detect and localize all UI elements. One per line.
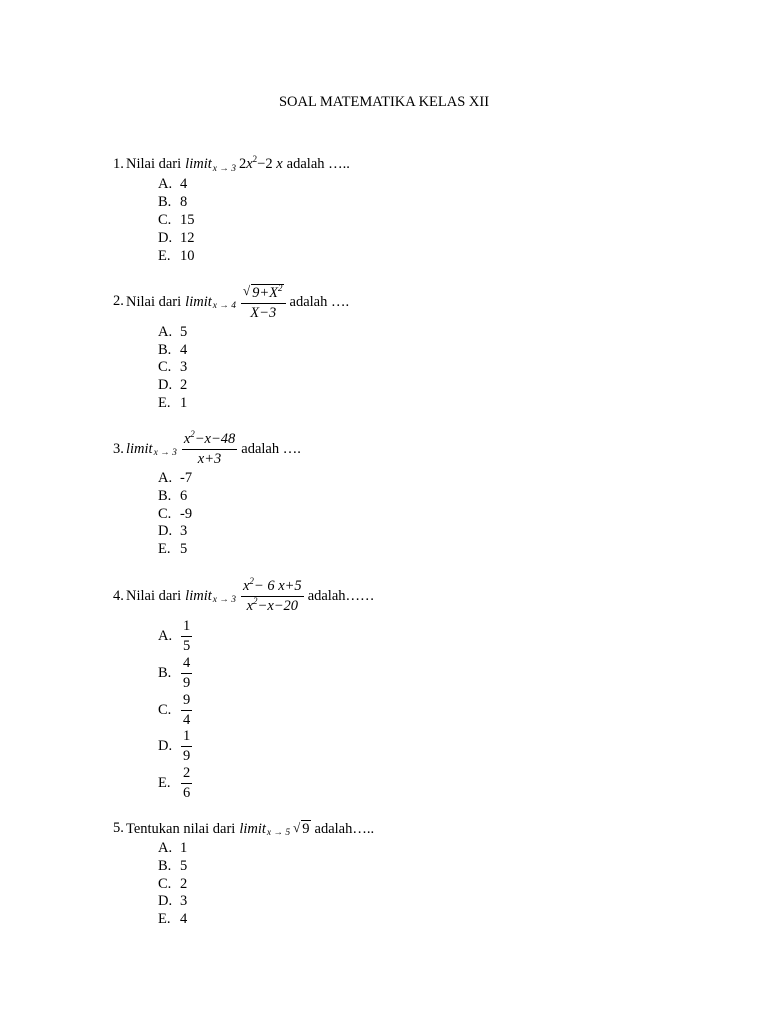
limit-word: limit bbox=[185, 293, 212, 310]
option-fraction bbox=[181, 728, 192, 764]
option-denominator: 9 bbox=[183, 747, 191, 764]
option-5b bbox=[158, 858, 187, 875]
option-label: B. bbox=[158, 194, 172, 210]
limit-variable: x bbox=[212, 163, 217, 174]
question-prefix: Tentukan nilai dari bbox=[126, 820, 236, 837]
option-label: B. bbox=[158, 342, 172, 358]
option-4b bbox=[158, 655, 192, 691]
numerator-var: x bbox=[183, 431, 191, 447]
option-label: D. bbox=[158, 230, 173, 246]
option-value: 3 bbox=[180, 893, 188, 909]
question-suffix: adalah …. bbox=[241, 440, 301, 457]
option-value: 1 bbox=[180, 840, 188, 856]
option-label: D. bbox=[158, 523, 173, 539]
fraction bbox=[241, 283, 286, 321]
question-suffix: adalah….. bbox=[314, 820, 375, 837]
limit-arrow: → bbox=[219, 595, 229, 606]
option-label: A. bbox=[158, 176, 173, 192]
option-3e bbox=[158, 541, 187, 558]
question-prefix: Nilai dari bbox=[126, 587, 182, 604]
option-numerator: 9 bbox=[181, 692, 192, 711]
sqrt-body bbox=[251, 284, 283, 302]
option-label: A. bbox=[158, 840, 173, 856]
option-value: 3 bbox=[180, 523, 188, 539]
radicand: 9+X bbox=[252, 285, 279, 301]
option-value: 12 bbox=[180, 230, 195, 246]
question-number: 4. bbox=[113, 588, 124, 604]
option-3d bbox=[158, 523, 187, 540]
option-5a bbox=[158, 840, 187, 857]
limit-word: limit bbox=[126, 440, 153, 457]
option-fraction bbox=[181, 655, 192, 691]
option-5d bbox=[158, 893, 187, 910]
limit-value: 3 bbox=[231, 163, 236, 174]
question-number: 5. bbox=[113, 820, 124, 836]
sqrt-icon: √ bbox=[242, 283, 251, 298]
option-label: C. bbox=[158, 212, 172, 228]
option-label: C. bbox=[158, 506, 172, 522]
option-denominator: 9 bbox=[183, 674, 191, 691]
option-3c bbox=[158, 506, 192, 523]
sqrt bbox=[243, 284, 284, 302]
option-fraction bbox=[181, 618, 192, 654]
expression bbox=[239, 156, 283, 173]
option-label: D. bbox=[158, 737, 173, 754]
limit-arrow: → bbox=[219, 301, 229, 312]
option-2b bbox=[158, 342, 187, 359]
limit-variable: x bbox=[212, 595, 217, 606]
question-text bbox=[126, 578, 375, 614]
expr-var2: x bbox=[276, 156, 283, 172]
fraction-denominator: x+3 bbox=[197, 450, 222, 467]
page-title: SOAL MATEMATIKA KELAS XII bbox=[278, 94, 490, 110]
option-denominator: 5 bbox=[183, 637, 191, 654]
numerator-rest: − 6 x+5 bbox=[253, 578, 302, 594]
limit-word: limit bbox=[185, 587, 212, 604]
option-fraction bbox=[181, 692, 192, 728]
option-label: B. bbox=[158, 858, 172, 874]
option-value: 10 bbox=[180, 248, 195, 264]
option-denominator: 6 bbox=[183, 784, 191, 801]
option-1d bbox=[158, 230, 195, 247]
option-value: 3 bbox=[180, 359, 188, 375]
option-value: 4 bbox=[180, 911, 188, 927]
sqrt-icon: √ bbox=[293, 820, 301, 835]
option-4a bbox=[158, 618, 192, 654]
option-label: E. bbox=[158, 395, 171, 411]
limit-subscript bbox=[213, 595, 236, 605]
denominator-exponent: 2 bbox=[253, 595, 258, 606]
question-suffix: adalah ….. bbox=[286, 156, 350, 172]
question-number: 2. bbox=[113, 293, 124, 309]
option-value: 8 bbox=[180, 194, 188, 210]
limit-variable: x bbox=[153, 448, 158, 459]
question-number: 1. bbox=[113, 156, 124, 172]
limit-subscript bbox=[213, 164, 236, 174]
option-3b bbox=[158, 488, 187, 505]
option-label: D. bbox=[158, 377, 173, 393]
expr-minus: − bbox=[257, 156, 266, 172]
limit-arrow: → bbox=[219, 163, 229, 174]
fraction-numerator bbox=[241, 578, 304, 597]
limit-subscript bbox=[267, 828, 290, 838]
option-label: E. bbox=[158, 541, 171, 557]
fraction-numerator bbox=[241, 283, 286, 304]
option-numerator: 1 bbox=[181, 618, 192, 637]
numerator-exponent: 2 bbox=[190, 429, 195, 439]
option-2d bbox=[158, 377, 187, 394]
fraction-numerator bbox=[182, 431, 237, 450]
limit-variable: x bbox=[212, 301, 217, 312]
radicand-exponent: 2 bbox=[278, 283, 283, 293]
option-fraction bbox=[181, 765, 192, 801]
expr-coef: 2 bbox=[238, 156, 247, 172]
fraction bbox=[182, 431, 237, 467]
option-4c bbox=[158, 692, 192, 728]
option-denominator: 4 bbox=[183, 711, 191, 728]
denominator-var: x bbox=[246, 597, 254, 614]
question-prefix: Nilai dari bbox=[126, 156, 182, 172]
limit-value: 4 bbox=[231, 301, 236, 312]
option-label: E. bbox=[158, 911, 171, 927]
option-label: D. bbox=[158, 893, 173, 909]
option-2c bbox=[158, 359, 187, 376]
question-text bbox=[126, 283, 349, 321]
limit-subscript bbox=[213, 301, 236, 311]
fraction-denominator: X−3 bbox=[250, 304, 277, 321]
option-value: 2 bbox=[180, 377, 188, 393]
limit-word: limit bbox=[185, 156, 212, 172]
question-number: 3. bbox=[113, 441, 124, 457]
option-value: 5 bbox=[180, 541, 188, 557]
option-label: A. bbox=[158, 470, 173, 486]
option-value: 5 bbox=[180, 324, 188, 340]
option-2a bbox=[158, 324, 187, 341]
option-value: 2 bbox=[180, 876, 188, 892]
numerator-rest: −x−48 bbox=[194, 431, 236, 447]
option-numerator: 2 bbox=[181, 765, 192, 784]
option-5e bbox=[158, 911, 187, 928]
option-numerator: 4 bbox=[181, 655, 192, 674]
fraction-denominator bbox=[245, 597, 300, 615]
option-4e bbox=[158, 765, 192, 801]
option-4d bbox=[158, 728, 192, 764]
limit-subscript bbox=[154, 448, 177, 458]
option-label: C. bbox=[158, 701, 172, 718]
expr-exponent: 2 bbox=[252, 154, 258, 164]
expr-coef2: 2 bbox=[265, 156, 273, 172]
option-value: 4 bbox=[180, 342, 188, 358]
option-value: 6 bbox=[180, 488, 188, 504]
option-5c bbox=[158, 876, 187, 893]
radicand: 9 bbox=[302, 821, 310, 837]
sqrt bbox=[293, 820, 310, 838]
question-suffix: adalah …. bbox=[289, 293, 350, 310]
option-1c bbox=[158, 212, 195, 229]
expr-var: x bbox=[246, 156, 253, 172]
option-1a bbox=[158, 176, 187, 193]
numerator-exponent: 2 bbox=[249, 576, 254, 586]
question-suffix: adalah…… bbox=[307, 587, 375, 604]
limit-arrow: → bbox=[273, 828, 283, 838]
option-label: C. bbox=[158, 359, 172, 375]
option-3a bbox=[158, 470, 192, 487]
limit-value: 3 bbox=[172, 448, 177, 459]
option-value: 15 bbox=[180, 212, 195, 228]
option-1b bbox=[158, 194, 187, 211]
option-2e bbox=[158, 395, 187, 412]
question-text bbox=[126, 820, 374, 838]
option-1e bbox=[158, 248, 195, 265]
question-text bbox=[126, 156, 350, 173]
option-value: 1 bbox=[180, 395, 188, 411]
limit-value: 5 bbox=[285, 828, 291, 838]
option-value: 4 bbox=[180, 176, 188, 192]
fraction bbox=[241, 578, 304, 614]
denominator-rest: −x−20 bbox=[257, 597, 299, 614]
option-label: A. bbox=[158, 324, 173, 340]
limit-arrow: → bbox=[160, 448, 170, 459]
option-value: 5 bbox=[180, 858, 188, 874]
option-value: -7 bbox=[180, 470, 193, 486]
option-numerator: 1 bbox=[181, 728, 192, 747]
option-value: -9 bbox=[180, 506, 193, 522]
limit-word: limit bbox=[239, 820, 266, 837]
question-prefix: Nilai dari bbox=[126, 293, 182, 310]
option-label: B. bbox=[158, 664, 172, 681]
limit-value: 3 bbox=[231, 595, 236, 606]
option-label: E. bbox=[158, 248, 171, 264]
limit-variable: x bbox=[266, 828, 272, 838]
option-label: E. bbox=[158, 774, 171, 791]
option-label: A. bbox=[158, 627, 173, 644]
question-text bbox=[126, 431, 301, 467]
option-label: C. bbox=[158, 876, 172, 892]
numerator-var: x bbox=[242, 578, 250, 594]
option-label: B. bbox=[158, 488, 172, 504]
